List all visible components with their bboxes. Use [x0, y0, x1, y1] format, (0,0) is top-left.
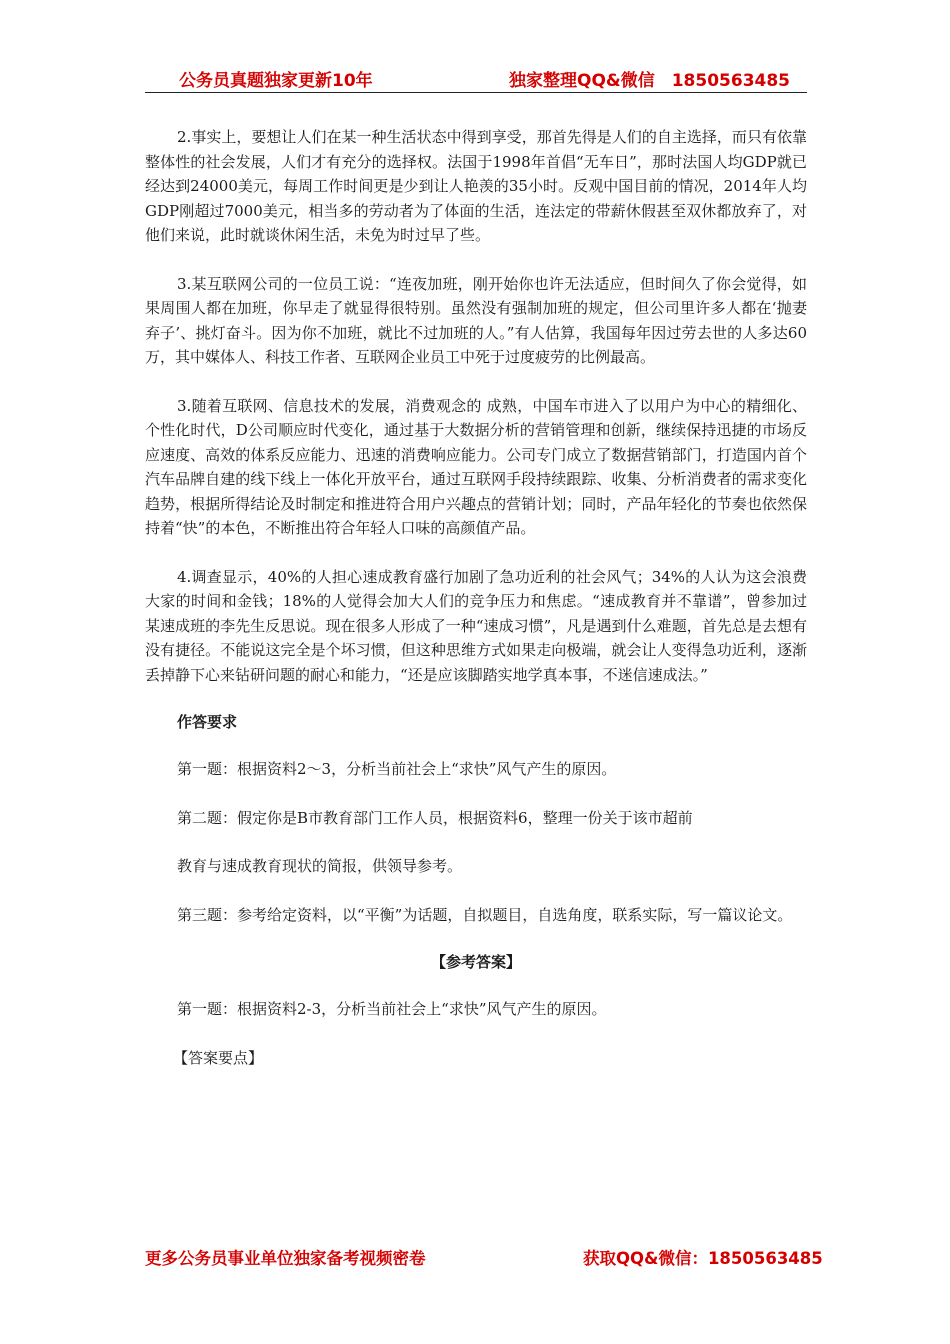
question-2-line-2: 教育与速成教育现状的简报，供领导参考。 — [177, 857, 463, 875]
question-1: 第一题：根据资料2～3，分析当前社会上“求快”风气产生的原因。 — [177, 760, 617, 778]
header-right-text: 独家整理QQ&微信 1850563485 — [509, 71, 791, 91]
document-body — [145, 125, 807, 1094]
paragraph-material-3b: 3.随着互联网、信息技术的发展，消费观念的 成熟，中国车市进入了以用户为中心的精细化、个性化时代，D公司顺应时代变化，通过基于大数据分析的营销管理和创新，继续保持迅捷的市场反应速度、高效的体系反应能力、迅速的消费响应能力。公司专门成立了数据营销部门，打造国内首个汽车品牌自建的线下线上一体化开放平台，通过互联网手段持续跟踪、收集、分析消费者的需求变化趋势，根据所得结论及时制定和推进符合用户兴趣点的营销计划；同时，产品年轻化的节奏也依然保持着“快”的本色，不断推出符合年轻人口味的高颜值产品。 — [145, 396, 807, 537]
reference-answer-title: 【参考答案】 — [430, 953, 521, 971]
requirements-heading: 作答要求 — [177, 713, 238, 731]
paragraph-material-2: 2.事实上，要想让人们在某一种生活状态中得到享受，那首先得是人们的自主选择，而只有依靠整体性的社会发展，人们才有充分的选择权。法国于1998年首倡“无车日”，那时法国人均GDP就已经达到24000美元，每周工作时间更是少到让人艳羡的35小时。反观中国目前的情况，2014年人均GDP刚超过7000美元，相当多的劳动者为了体面的生活，连法定的带薪休假甚至双休都放弃了，对他们来说，此时就谈休闲生活，未免为时过早了些。 — [145, 128, 807, 244]
page-header — [145, 62, 807, 93]
footer-left-text: 更多公务员事业单位独家备考视频密卷 — [145, 1249, 426, 1268]
answer-points-label: 【答案要点】 — [173, 1048, 264, 1067]
question-2-line-1: 第二题：假定你是B市教育部门工作人员，根据资料6，整理一份关于该市超前 — [177, 808, 693, 827]
paragraph-material-3a: 3.某互联网公司的一位员工说：“连夜加班，刚开始你也许无法适应，但时间久了你会觉得，如果周围人都在加班，你早走了就显得很特别。虽然没有强制加班的规定，但公司里许多人都在‘抛妻弃子’、挑灯奋斗。因为你不加班，就比不过加班的人。”有人估算，我国每年因过劳去世的人多达60万，其中媒体人、科技工作者、互联网企业员工中死于过度疲劳的比例最高。 — [145, 274, 807, 366]
header-left-text: 公务员真题独家更新10年 — [179, 71, 373, 91]
paragraph-material-4: 4.调查显示，40%的人担心速成教育盛行加剧了急功近利的社会风气；34%的人认为这会浪费大家的时间和金钱；18%的人觉得会加大人们的竞争压力和焦虑。“速成教育并不靠谱”，曾参加过某速成班的李先生反思说。现在很多人形成了一种“速成习惯”，凡是遇到什么难题，首先总是去想有没有捷径。不能说这完全是个坏习惯，但这种思维方式如果走向极端，就会让人变得急功近利，逐渐丢掉静下心来钻研问题的耐心和能力，“还是应该脚踏实地学真本事，不迷信速成法。” — [145, 567, 807, 684]
footer-right-text: 获取QQ&微信：1850563485 — [583, 1249, 823, 1268]
question-3: 第三题：参考给定资料，以“平衡”为话题，自拟题目，自选角度，联系实际，写一篇议论文。 — [177, 905, 793, 924]
page-footer — [145, 1245, 823, 1271]
answer-question-1: 第一题：根据资料2-3，分析当前社会上“求快”风气产生的原因。 — [177, 1000, 607, 1018]
